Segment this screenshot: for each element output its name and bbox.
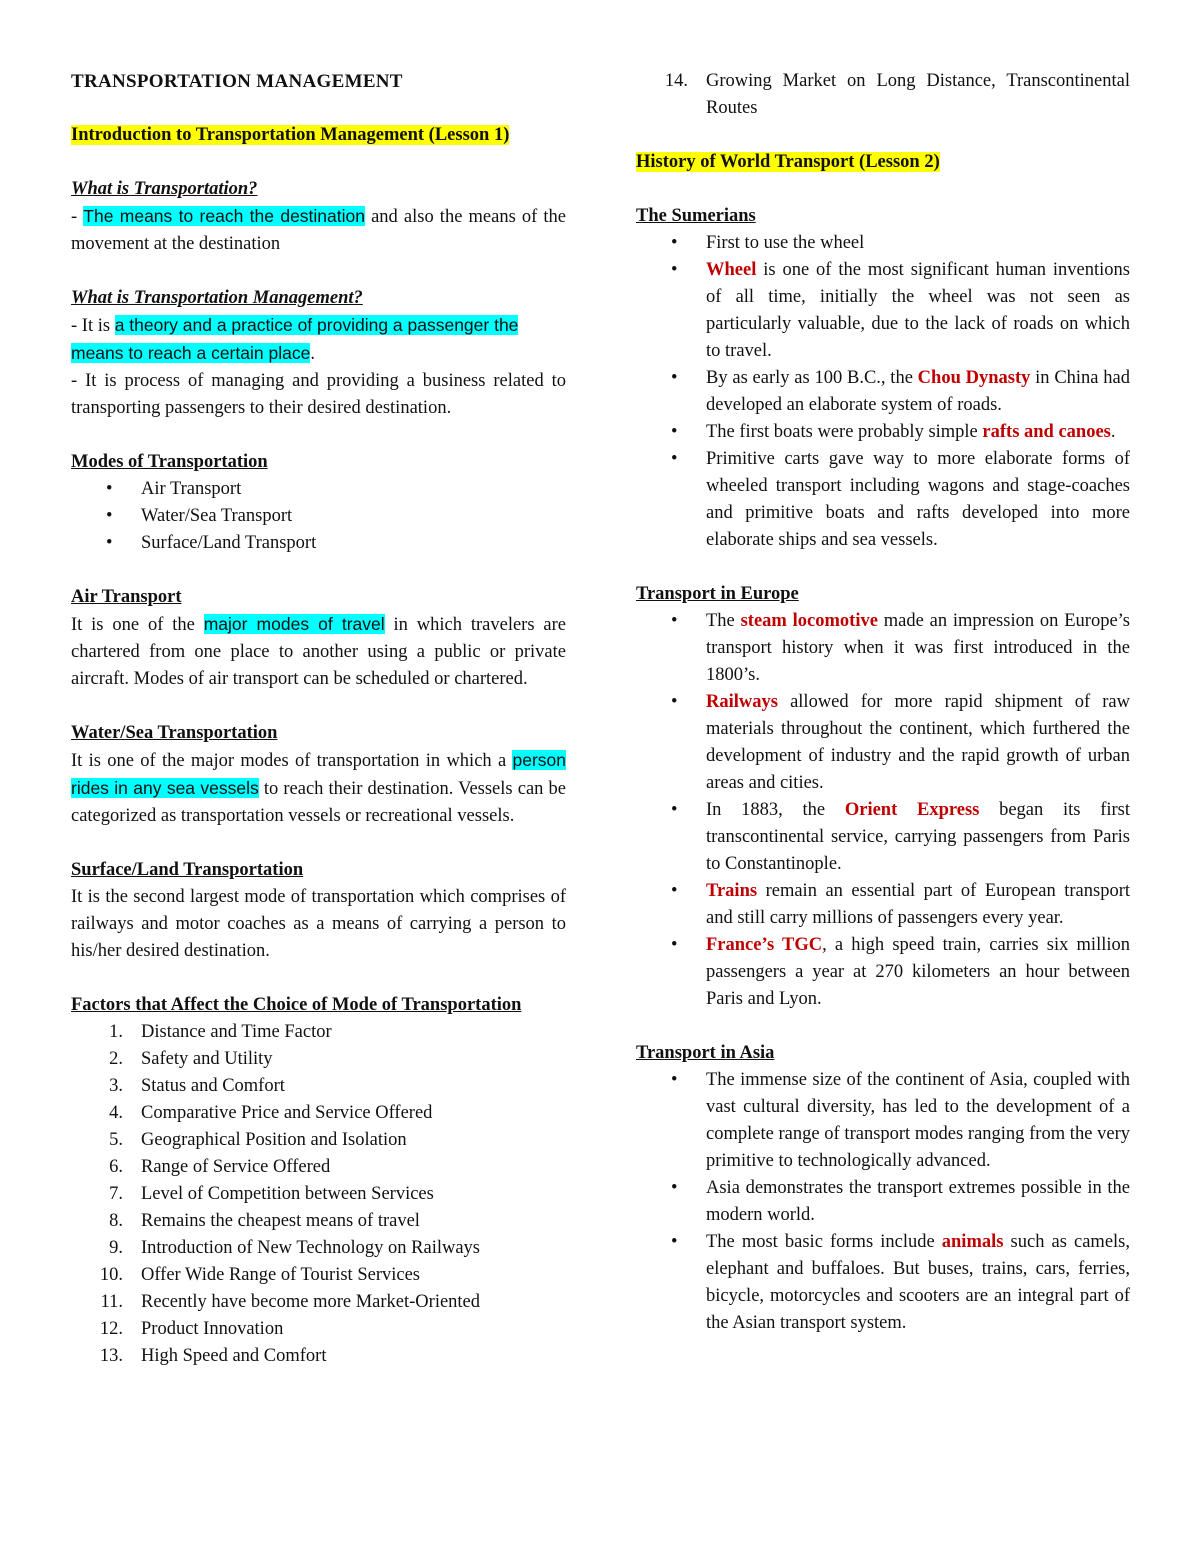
list-item: 6. Range of Service Offered [109,1157,331,1177]
list-item: • First to use the wheel [671,233,865,253]
list-item: 8. Remains the cheapest means of travel [109,1211,420,1231]
list-item: • The steam locomotive made an impression on Europe’s transport history when it was first introduced in the 1800’s. [671,611,1130,685]
left-column [71,68,566,1370]
sumerians-heading: The Sumerians [636,206,756,226]
emphasis: Wheel [706,260,757,280]
water-transport-text: It is one of the major modes of transportation in which a person rides in any sea vessels to reach their destination. Vessels can be categorized as transportation vessels or recreational vessels. [71,750,566,826]
list-item: • France’s TGC, a high speed train, carries six million passengers a year at 270 kilometers an hour between Paris and Lyon. [671,935,1130,1009]
list-item: 5. Geographical Position and Isolation [109,1130,407,1150]
highlight: person rides in any sea vessels [71,750,566,798]
list-item: • Wheel is one of the most significant human inventions of all time, initially the wheel was not seen as particularly valuable, due to the lack of roads on which to travel. [671,260,1130,361]
factors-heading: Factors that Affect the Choice of Mode of Transportation [71,995,522,1015]
list-item: 3. Status and Comfort [109,1076,285,1096]
air-transport-heading: Air Transport [71,587,182,607]
list-item: 9. Introduction of New Technology on Railways [109,1238,481,1258]
highlight: a theory and a practice of providing a passenger the means to reach a certain place [71,315,519,363]
land-transport-heading: Surface/Land Transportation [71,860,304,880]
air-transport-text: It is one of the major modes of travel in which travelers are chartered from one place to another using a public or private aircraft. Modes of air transport can be scheduled or chartered. [71,614,566,689]
factors-list [71,1019,566,1370]
list-item: 7. Level of Competition between Services [109,1184,434,1204]
list-item: • Railways allowed for more rapid shipment of raw materials throughout the continent, which furthered the development of industry and the rapid growth of urban areas and cities. [671,692,1130,793]
list-item: • The most basic forms include animals such as camels, elephant and buffaloes. But buses, trains, cars, ferries, bicycle, motorcycles and scooters are an integral part of the Asian transport system. [671,1232,1130,1333]
list-item: • The first boats were probably simple rafts and canoes. [671,422,1116,442]
modes-heading: Modes of Transportation [71,452,268,472]
list-item: • Trains remain an essential part of European transport and still carry millions of passengers every year. [671,881,1130,928]
emphasis: animals [941,1232,1004,1252]
asia-list [636,1067,1130,1337]
emphasis: France’s TGC [706,935,823,955]
emphasis: Trains [706,881,758,901]
list-item: • Air Transport [106,479,242,499]
emphasis: Orient Express [844,800,980,820]
europe-heading: Transport in Europe [636,584,799,604]
list-item: 2. Safety and Utility [109,1049,273,1069]
list-item: 10. Offer Wide Range of Tourist Services [99,1265,420,1285]
list-item: • Water/Sea Transport [106,506,293,526]
list-item: 12. Product Innovation [99,1319,284,1339]
list-item: • Surface/Land Transport [106,533,317,553]
answer-management-2: - It is process of managing and providing a business related to transporting passengers to their desired destination. [71,371,566,418]
lesson-1-heading: Introduction to Transportation Management (Lesson 1) [71,125,510,145]
emphasis: Railways [706,692,778,712]
right-column [636,68,1130,1337]
highlight: The means to reach the destination [83,206,365,226]
list-item: • In 1883, the Orient Express began its first transcontinental service, carrying passengers from Paris to Constantinople. [671,800,1130,874]
list-item: 13. High Speed and Comfort [99,1346,327,1366]
water-transport-heading: Water/Sea Transportation [71,723,278,743]
lesson-2-heading: History of World Transport (Lesson 2) [636,152,940,172]
answer-transportation: - The means to reach the destination and also the means of the movement at the destination [71,206,566,254]
land-transport-text: It is the second largest mode of transportation which comprises of railways and motor coaches as a means of carrying a person to his/her desired destination. [71,887,566,961]
list-item: • The immense size of the continent of Asia, coupled with vast cultural diversity, has led to the development of a complete range of transport modes ranging from the very primitive to technologically advanced. [671,1070,1130,1171]
emphasis: Chou Dynasty [917,368,1031,388]
question-transportation: What is Transportation? [71,179,258,199]
emphasis: rafts and canoes [982,422,1111,442]
emphasis: steam locomotive [740,611,878,631]
list-item: 11. Recently have become more Market-Oriented [100,1292,481,1312]
factors-list-continued [636,68,1130,122]
sumerians-list [636,230,1130,554]
list-item: 1. Distance and Time Factor [109,1022,332,1042]
highlight: major modes of travel [203,614,385,634]
list-item: 4. Comparative Price and Service Offered [109,1103,433,1123]
list-item: • Primitive carts gave way to more elaborate forms of wheeled transport including wagons and stage-coaches and primitive boats and rafts developed into more elaborate ships and sea vessels. [671,449,1130,550]
asia-heading: Transport in Asia [636,1043,775,1063]
europe-list [636,608,1130,1013]
document-title: TRANSPORTATION MANAGEMENT [71,71,403,92]
modes-list [71,476,566,557]
list-item: • By as early as 100 B.C., the Chou Dynasty in China had developed an elaborate system of roads. [671,368,1130,415]
list-item: • Asia demonstrates the transport extremes possible in the modern world. [671,1178,1130,1225]
question-transportation-management: What is Transportation Management? [71,288,363,308]
answer-management-1: - It is a theory and a practice of providing a passenger the means to reach a certain place. [71,315,519,364]
list-item: 14. Growing Market on Long Distance, Transcontinental Routes [664,71,1130,118]
